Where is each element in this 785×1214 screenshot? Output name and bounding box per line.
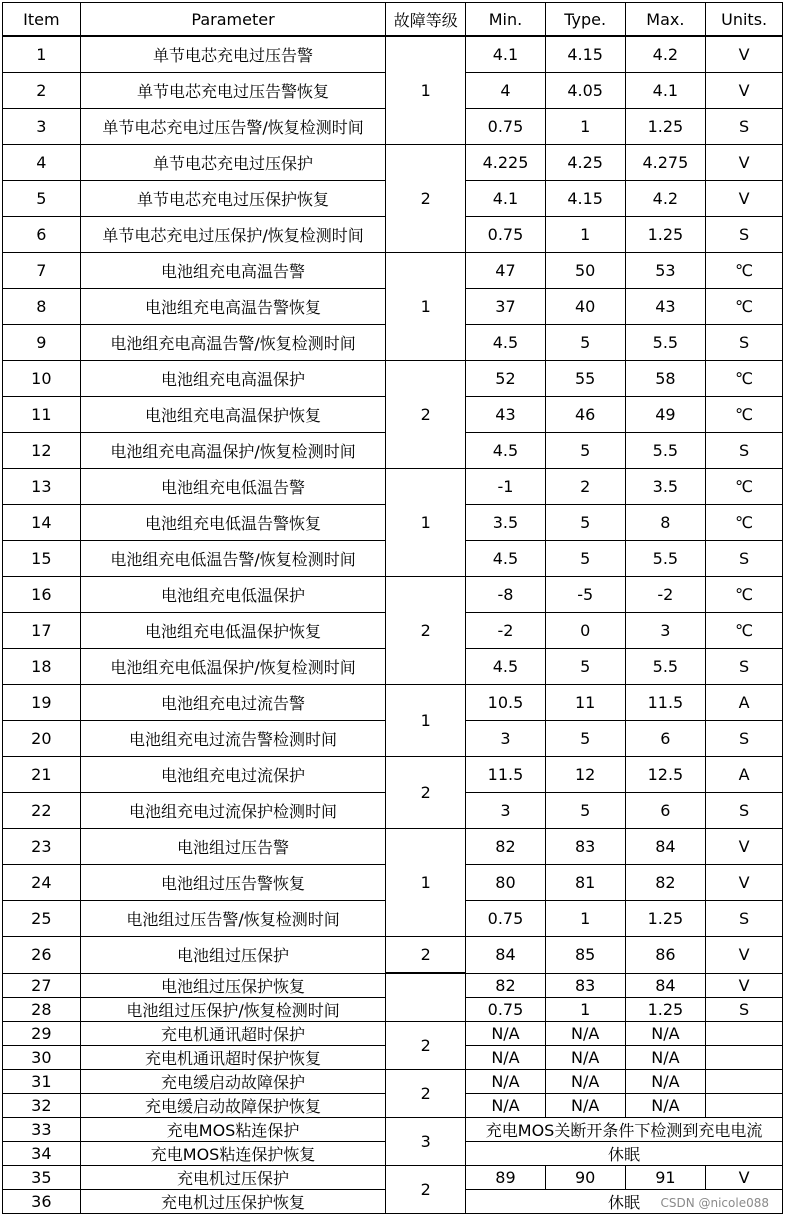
item-cell: 21 xyxy=(3,757,81,793)
parameter-cell: 充电机通讯超时保护恢复 xyxy=(80,1045,386,1069)
typ-cell: 5 xyxy=(545,793,625,829)
unit-cell: V xyxy=(706,181,783,217)
typ-cell: 55 xyxy=(545,361,625,397)
max-cell: 49 xyxy=(625,397,706,433)
unit-cell: A xyxy=(706,685,783,721)
item-cell: 2 xyxy=(3,73,81,109)
typ-cell: 1 xyxy=(545,217,625,253)
parameter-cell: 电池组充电高温保护 xyxy=(80,361,386,397)
item-cell: 36 xyxy=(3,1189,81,1213)
min-cell: 4.5 xyxy=(466,433,546,469)
min-cell: -1 xyxy=(466,469,546,505)
typ-cell: 5 xyxy=(545,541,625,577)
item-cell: 6 xyxy=(3,217,81,253)
unit-cell xyxy=(706,1069,783,1093)
max-cell: 3 xyxy=(625,613,706,649)
header-typ: Type. xyxy=(545,3,625,37)
item-cell: 4 xyxy=(3,145,81,181)
parameter-cell: 单节电芯充电过压告警 xyxy=(80,36,386,73)
item-cell: 19 xyxy=(3,685,81,721)
item-cell: 34 xyxy=(3,1141,81,1165)
parameter-cell: 充电机过压保护 xyxy=(80,1165,386,1189)
max-cell: 58 xyxy=(625,361,706,397)
min-cell: 43 xyxy=(466,397,546,433)
header-min: Min. xyxy=(466,3,546,37)
item-cell: 23 xyxy=(3,829,81,865)
parameter-cell: 电池组充电低温保护/恢复检测时间 xyxy=(80,649,386,685)
unit-cell: V xyxy=(706,973,783,997)
max-cell: 53 xyxy=(625,253,706,289)
item-cell: 11 xyxy=(3,397,81,433)
max-cell: 6 xyxy=(625,721,706,757)
item-cell: 33 xyxy=(3,1117,81,1141)
min-cell: N/A xyxy=(466,1045,546,1069)
unit-cell: S xyxy=(706,721,783,757)
parameter-cell: 充电机过压保护恢复 xyxy=(80,1189,386,1213)
max-cell: 1.25 xyxy=(625,997,706,1021)
min-cell: N/A xyxy=(466,1069,546,1093)
parameter-cell: 电池组过压保护 xyxy=(80,937,386,974)
max-cell: 1.25 xyxy=(625,217,706,253)
item-cell: 3 xyxy=(3,109,81,145)
max-cell: 86 xyxy=(625,937,706,974)
item-cell: 22 xyxy=(3,793,81,829)
parameter-cell: 充电缓启动故障保护 xyxy=(80,1069,386,1093)
max-cell: 1.25 xyxy=(625,901,706,937)
max-cell: 82 xyxy=(625,865,706,901)
item-cell: 8 xyxy=(3,289,81,325)
table-row xyxy=(3,577,783,613)
unit-cell: V xyxy=(706,1165,783,1189)
level-cell: 2 xyxy=(386,1021,466,1069)
min-cell: -2 xyxy=(466,613,546,649)
table-row xyxy=(3,1165,783,1189)
parameter-cell: 单节电芯充电过压保护恢复 xyxy=(80,181,386,217)
unit-cell: ℃ xyxy=(706,289,783,325)
watermark-text: CSDN @nicole088 xyxy=(660,1196,769,1210)
parameter-cell: 电池组过压保护恢复 xyxy=(80,973,386,997)
min-cell: 11.5 xyxy=(466,757,546,793)
unit-cell: S xyxy=(706,109,783,145)
typ-cell: N/A xyxy=(545,1021,625,1045)
item-cell: 30 xyxy=(3,1045,81,1069)
item-cell: 5 xyxy=(3,181,81,217)
condition-note: 充电MOS关断开条件下检测到充电电流 xyxy=(466,1117,783,1141)
unit-cell: S xyxy=(706,433,783,469)
min-cell: 0.75 xyxy=(466,997,546,1021)
typ-cell: N/A xyxy=(545,1069,625,1093)
min-cell: 10.5 xyxy=(466,685,546,721)
item-cell: 14 xyxy=(3,505,81,541)
typ-cell: 4.25 xyxy=(545,145,625,181)
max-cell: 4.2 xyxy=(625,181,706,217)
header-units: Units. xyxy=(706,3,783,37)
parameter-cell: 电池组充电高温告警/恢复检测时间 xyxy=(80,325,386,361)
item-cell: 10 xyxy=(3,361,81,397)
min-cell: 4.225 xyxy=(466,145,546,181)
max-cell: 12.5 xyxy=(625,757,706,793)
typ-cell: 0 xyxy=(545,613,625,649)
min-cell: N/A xyxy=(466,1021,546,1045)
unit-cell: V xyxy=(706,145,783,181)
unit-cell xyxy=(706,1045,783,1069)
header-max: Max. xyxy=(625,3,706,37)
typ-cell: 4.15 xyxy=(545,36,625,73)
parameter-cell: 电池组充电低温告警 xyxy=(80,469,386,505)
typ-cell: N/A xyxy=(545,1093,625,1117)
min-cell: 4.5 xyxy=(466,325,546,361)
item-cell: 20 xyxy=(3,721,81,757)
unit-cell: V xyxy=(706,865,783,901)
header-item: Item xyxy=(3,3,81,37)
max-cell: N/A xyxy=(625,1045,706,1069)
table-row xyxy=(3,829,783,865)
parameter-cell: 电池组充电高温告警恢复 xyxy=(80,289,386,325)
unit-cell: S xyxy=(706,901,783,937)
min-cell: 3 xyxy=(466,793,546,829)
typ-cell: 1 xyxy=(545,901,625,937)
item-cell: 13 xyxy=(3,469,81,505)
unit-cell: S xyxy=(706,793,783,829)
parameter-cell: 单节电芯充电过压告警恢复 xyxy=(80,73,386,109)
table-row xyxy=(3,36,783,73)
typ-cell: 5 xyxy=(545,721,625,757)
typ-cell: 46 xyxy=(545,397,625,433)
max-cell: 5.5 xyxy=(625,433,706,469)
max-cell: 4.1 xyxy=(625,73,706,109)
parameter-cell: 电池组充电过流告警检测时间 xyxy=(80,721,386,757)
condition-note: 休眠 xyxy=(466,1141,783,1165)
unit-cell: S xyxy=(706,997,783,1021)
max-cell: 3.5 xyxy=(625,469,706,505)
min-cell: 4.5 xyxy=(466,649,546,685)
parameter-cell: 电池组充电低温告警/恢复检测时间 xyxy=(80,541,386,577)
min-cell: 80 xyxy=(466,865,546,901)
level-cell: 2 xyxy=(386,361,466,469)
typ-cell: 2 xyxy=(545,469,625,505)
item-cell: 35 xyxy=(3,1165,81,1189)
unit-cell: S xyxy=(706,217,783,253)
parameter-cell: 电池组过压告警/恢复检测时间 xyxy=(80,901,386,937)
min-cell: 52 xyxy=(466,361,546,397)
unit-cell: ℃ xyxy=(706,253,783,289)
parameter-cell: 电池组充电低温告警恢复 xyxy=(80,505,386,541)
table-row xyxy=(3,253,783,289)
item-cell: 15 xyxy=(3,541,81,577)
typ-cell: 81 xyxy=(545,865,625,901)
item-cell: 9 xyxy=(3,325,81,361)
level-cell: 2 xyxy=(386,1165,466,1213)
max-cell: 84 xyxy=(625,829,706,865)
typ-cell: 40 xyxy=(545,289,625,325)
item-cell: 12 xyxy=(3,433,81,469)
min-cell: 4.1 xyxy=(466,36,546,73)
parameter-cell: 电池组过压保护/恢复检测时间 xyxy=(80,997,386,1021)
typ-cell: 85 xyxy=(545,937,625,974)
table-row xyxy=(3,757,783,793)
parameter-cell: 单节电芯充电过压保护 xyxy=(80,145,386,181)
typ-cell: -5 xyxy=(545,577,625,613)
unit-cell: ℃ xyxy=(706,613,783,649)
typ-cell: 83 xyxy=(545,829,625,865)
parameter-cell: 单节电芯充电过压告警/恢复检测时间 xyxy=(80,109,386,145)
item-cell: 27 xyxy=(3,973,81,997)
item-cell: 7 xyxy=(3,253,81,289)
typ-cell: 90 xyxy=(545,1165,625,1189)
level-cell-empty xyxy=(386,973,466,1021)
max-cell: 5.5 xyxy=(625,541,706,577)
parameter-cell: 电池组充电低温保护 xyxy=(80,577,386,613)
table-row xyxy=(3,1021,783,1045)
unit-cell: ℃ xyxy=(706,397,783,433)
typ-cell: 1 xyxy=(545,997,625,1021)
min-cell: 0.75 xyxy=(466,109,546,145)
typ-cell: 12 xyxy=(545,757,625,793)
level-cell: 3 xyxy=(386,1117,466,1165)
item-cell: 1 xyxy=(3,36,81,73)
unit-cell: S xyxy=(706,541,783,577)
unit-cell: A xyxy=(706,757,783,793)
table-row xyxy=(3,1069,783,1093)
parameter-cell: 电池组充电高温保护/恢复检测时间 xyxy=(80,433,386,469)
spec-table xyxy=(2,2,783,1214)
level-cell: 1 xyxy=(386,829,466,937)
max-cell: N/A xyxy=(625,1069,706,1093)
level-cell: 1 xyxy=(386,469,466,577)
parameter-cell: 电池组充电低温保护恢复 xyxy=(80,613,386,649)
table-row xyxy=(3,469,783,505)
min-cell: 89 xyxy=(466,1165,546,1189)
max-cell: 4.2 xyxy=(625,36,706,73)
typ-cell: 5 xyxy=(545,649,625,685)
unit-cell: V xyxy=(706,73,783,109)
parameter-cell: 电池组充电高温告警 xyxy=(80,253,386,289)
max-cell: 4.275 xyxy=(625,145,706,181)
min-cell: -8 xyxy=(466,577,546,613)
min-cell: 4.1 xyxy=(466,181,546,217)
item-cell: 16 xyxy=(3,577,81,613)
min-cell: 4 xyxy=(466,73,546,109)
typ-cell: 4.05 xyxy=(545,73,625,109)
item-cell: 31 xyxy=(3,1069,81,1093)
parameter-cell: 电池组过压告警 xyxy=(80,829,386,865)
parameter-cell: 电池组充电过流保护检测时间 xyxy=(80,793,386,829)
unit-cell: V xyxy=(706,829,783,865)
parameter-cell: 充电缓启动故障保护恢复 xyxy=(80,1093,386,1117)
max-cell: 5.5 xyxy=(625,649,706,685)
header-parameter: Parameter xyxy=(80,3,386,37)
typ-cell: 1 xyxy=(545,109,625,145)
unit-cell xyxy=(706,1093,783,1117)
max-cell: 5.5 xyxy=(625,325,706,361)
unit-cell: ℃ xyxy=(706,577,783,613)
condition-note: 休眠 xyxy=(466,1189,783,1213)
level-cell: 1 xyxy=(386,36,466,145)
level-cell: 2 xyxy=(386,577,466,685)
max-cell: N/A xyxy=(625,1021,706,1045)
item-cell: 32 xyxy=(3,1093,81,1117)
typ-cell: 4.15 xyxy=(545,181,625,217)
max-cell: 11.5 xyxy=(625,685,706,721)
parameter-cell: 单节电芯充电过压保护/恢复检测时间 xyxy=(80,217,386,253)
table-row xyxy=(3,145,783,181)
unit-cell xyxy=(706,1021,783,1045)
level-cell: 2 xyxy=(386,757,466,829)
unit-cell: S xyxy=(706,649,783,685)
typ-cell: 5 xyxy=(545,505,625,541)
max-cell: 43 xyxy=(625,289,706,325)
min-cell: 47 xyxy=(466,253,546,289)
item-cell: 29 xyxy=(3,1021,81,1045)
unit-cell: ℃ xyxy=(706,469,783,505)
max-cell: 84 xyxy=(625,973,706,997)
parameter-cell: 充电机通讯超时保护 xyxy=(80,1021,386,1045)
max-cell: 1.25 xyxy=(625,109,706,145)
table-row xyxy=(3,361,783,397)
typ-cell: 5 xyxy=(545,325,625,361)
max-cell: 6 xyxy=(625,793,706,829)
unit-cell: V xyxy=(706,937,783,974)
typ-cell: 11 xyxy=(545,685,625,721)
max-cell: -2 xyxy=(625,577,706,613)
max-cell: 91 xyxy=(625,1165,706,1189)
level-cell: 2 xyxy=(386,937,466,974)
table-row xyxy=(3,973,783,997)
table-row xyxy=(3,1117,783,1141)
table-row xyxy=(3,937,783,974)
min-cell: 37 xyxy=(466,289,546,325)
parameter-cell: 充电MOS粘连保护 xyxy=(80,1117,386,1141)
min-cell: 82 xyxy=(466,829,546,865)
level-cell: 2 xyxy=(386,1069,466,1117)
header-row xyxy=(3,3,783,37)
unit-cell: ℃ xyxy=(706,361,783,397)
item-cell: 26 xyxy=(3,937,81,974)
typ-cell: 5 xyxy=(545,433,625,469)
parameter-cell: 电池组充电过流保护 xyxy=(80,757,386,793)
item-cell: 25 xyxy=(3,901,81,937)
item-cell: 24 xyxy=(3,865,81,901)
item-cell: 17 xyxy=(3,613,81,649)
min-cell: 3 xyxy=(466,721,546,757)
min-cell: 0.75 xyxy=(466,217,546,253)
header-level: 故障等级 xyxy=(386,3,466,37)
level-cell: 1 xyxy=(386,253,466,361)
min-cell: 3.5 xyxy=(466,505,546,541)
min-cell: 82 xyxy=(466,973,546,997)
typ-cell: N/A xyxy=(545,1045,625,1069)
min-cell: 84 xyxy=(466,937,546,974)
unit-cell: ℃ xyxy=(706,505,783,541)
unit-cell: V xyxy=(706,36,783,73)
item-cell: 18 xyxy=(3,649,81,685)
parameter-cell: 电池组过压告警恢复 xyxy=(80,865,386,901)
item-cell: 28 xyxy=(3,997,81,1021)
parameter-cell: 电池组充电高温保护恢复 xyxy=(80,397,386,433)
unit-cell: S xyxy=(706,325,783,361)
typ-cell: 50 xyxy=(545,253,625,289)
max-cell: N/A xyxy=(625,1093,706,1117)
level-cell: 1 xyxy=(386,685,466,757)
table-row xyxy=(3,685,783,721)
level-cell: 2 xyxy=(386,145,466,253)
min-cell: 0.75 xyxy=(466,901,546,937)
typ-cell: 83 xyxy=(545,973,625,997)
min-cell: 4.5 xyxy=(466,541,546,577)
parameter-cell: 电池组充电过流告警 xyxy=(80,685,386,721)
parameter-cell: 充电MOS粘连保护恢复 xyxy=(80,1141,386,1165)
max-cell: 8 xyxy=(625,505,706,541)
min-cell: N/A xyxy=(466,1093,546,1117)
